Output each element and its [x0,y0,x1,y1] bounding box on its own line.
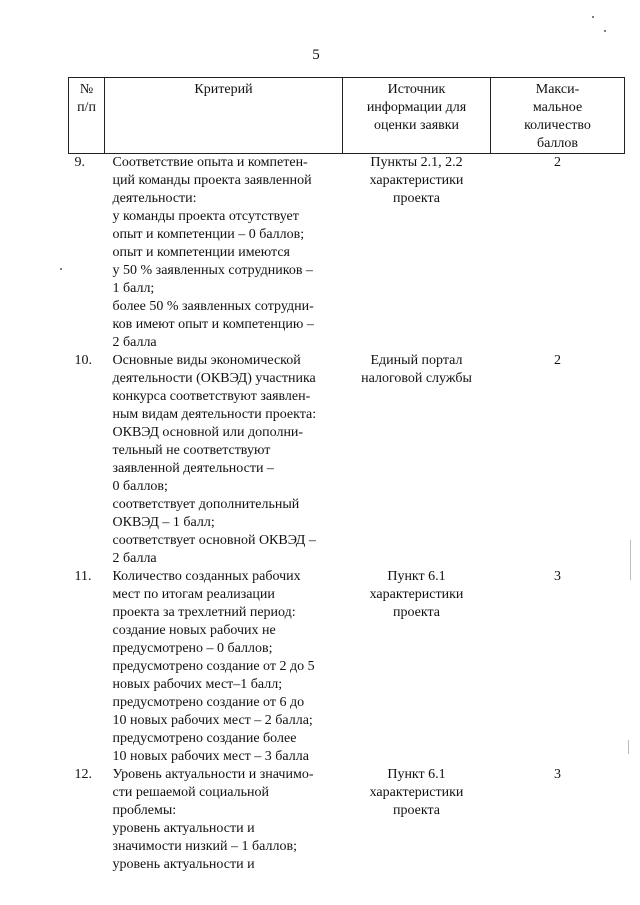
criterion-line: Основные виды экономической [112,353,301,368]
criterion-line: 2 балла [112,551,157,566]
source-line: характеристики [369,173,464,188]
criterion-line: создание новых рабочих не [112,623,276,638]
row-max-score: 3 [554,767,561,782]
table-header-row [69,78,625,154]
criterion-line: предусмотрено – 0 баллов; [112,641,273,656]
header-criterion-line: Критерий [194,82,253,97]
criterion-line: Соответствие опыта и компетен- [112,155,308,170]
criterion-line: тельный не соответствуют [112,443,271,458]
scan-speck [592,16,594,18]
header-max-line: баллов [536,136,579,151]
header-max-line: мальное [532,100,583,115]
header-max-line: Макси- [535,82,580,97]
criterion-line: сти решаемой социальной [112,785,269,800]
criterion-line: 10 новых рабочих мест – 2 балла; [112,713,313,728]
criterion-line: более 50 % заявленных сотрудни- [112,299,314,314]
criterion-line: Уровень актуальности и значимо- [112,767,314,782]
header-max [491,78,625,154]
criterion-line: проекта за трехлетний период: [112,605,296,620]
header-criterion [105,78,343,154]
criterion-line: 1 балл; [112,281,155,296]
source-line: Пункты 2.1, 2.2 [370,155,463,170]
header-source-line: оценки заявки [373,118,460,133]
criterion-line: соответствует дополнительный [112,497,300,512]
source-line: налоговой службы [361,371,472,386]
source-line: Единый портал [370,353,463,368]
criterion-line: 2 балла [112,335,157,350]
source-line: характеристики [369,587,464,602]
criterion-line: предусмотрено создание от 2 до 5 [112,659,315,674]
criterion-line: конкурса соответствуют заявлен- [112,389,311,404]
source-line: Пункт 6.1 [387,767,446,782]
row-source [343,568,491,766]
table-row [69,568,625,766]
scan-speck [604,30,606,32]
page-number: 5 [312,47,320,63]
criterion-line: новых рабочих мест–1 балл; [112,677,283,692]
source-line: характеристики [369,785,464,800]
source-line: проекта [393,605,440,620]
criterion-line: ков имеют опыт и компетенцию – [112,317,314,332]
row-number: 9. [74,155,85,170]
row-number: 11. [74,569,92,584]
criterion-line: деятельности: [112,191,197,206]
criterion-line: 10 новых рабочих мест – 3 балла [112,749,309,764]
row-max-score: 2 [554,353,561,368]
header-source-line: Источник [387,82,446,97]
criterion-line: уровень актуальности и [112,821,255,836]
criterion-line: ций команды проекта заявленной [112,173,312,188]
criterion-line: уровень актуальности и [112,857,255,872]
criterion-line: проблемы: [112,803,177,818]
header-num [69,78,105,154]
row-source [343,766,491,874]
header-source [343,78,491,154]
header-num-line: № [79,82,94,97]
header-max-line: количество [524,118,591,133]
table-row [69,154,625,353]
criterion-line: у команды проекта отсутствует [112,209,299,224]
criterion-line: заявленной деятельности – [112,461,274,476]
criterion-line: у 50 % заявленных сотрудников – [112,263,313,278]
scan-edge-mark [628,740,629,754]
criterion-line: предусмотрено создание более [112,731,297,746]
table-row [69,766,625,874]
header-num-line: п/п [77,100,96,115]
header-source-line: информации для [366,100,467,115]
criterion-line: Количество созданных рабочих [112,569,301,584]
row-number: 10. [74,353,92,368]
criterion-line: мест по итогам реализации [112,587,275,602]
scan-speck [60,268,62,270]
criterion-line: ным видам деятельности проекта: [112,407,317,422]
source-line: Пункт 6.1 [387,569,446,584]
scan-edge-mark [630,540,631,580]
row-number: 12. [74,767,92,782]
criterion-line: ОКВЭД – 1 балл; [112,515,215,530]
row-criterion [105,766,343,874]
row-max-score: 3 [554,569,561,584]
criterion-line: ОКВЭД основной или дополни- [112,425,304,440]
row-criterion [105,154,343,353]
criteria-table [68,77,625,874]
source-line: проекта [393,803,440,818]
criterion-line: соответствует основной ОКВЭД – [112,533,316,548]
row-source [343,352,491,568]
criterion-line: опыт и компетенции – 0 баллов; [112,227,305,242]
table-row [69,352,625,568]
criterion-line: деятельности (ОКВЭД) участника [112,371,316,386]
source-line: проекта [393,191,440,206]
row-criterion [105,352,343,568]
criterion-line: опыт и компетенции имеются [112,245,290,260]
row-max-score: 2 [554,155,561,170]
row-criterion [105,568,343,766]
criterion-line: значимости низкий – 1 баллов; [112,839,297,854]
criterion-line: предусмотрено создание от 6 до [112,695,305,710]
criterion-line: 0 баллов; [112,479,168,494]
row-source [343,154,491,353]
